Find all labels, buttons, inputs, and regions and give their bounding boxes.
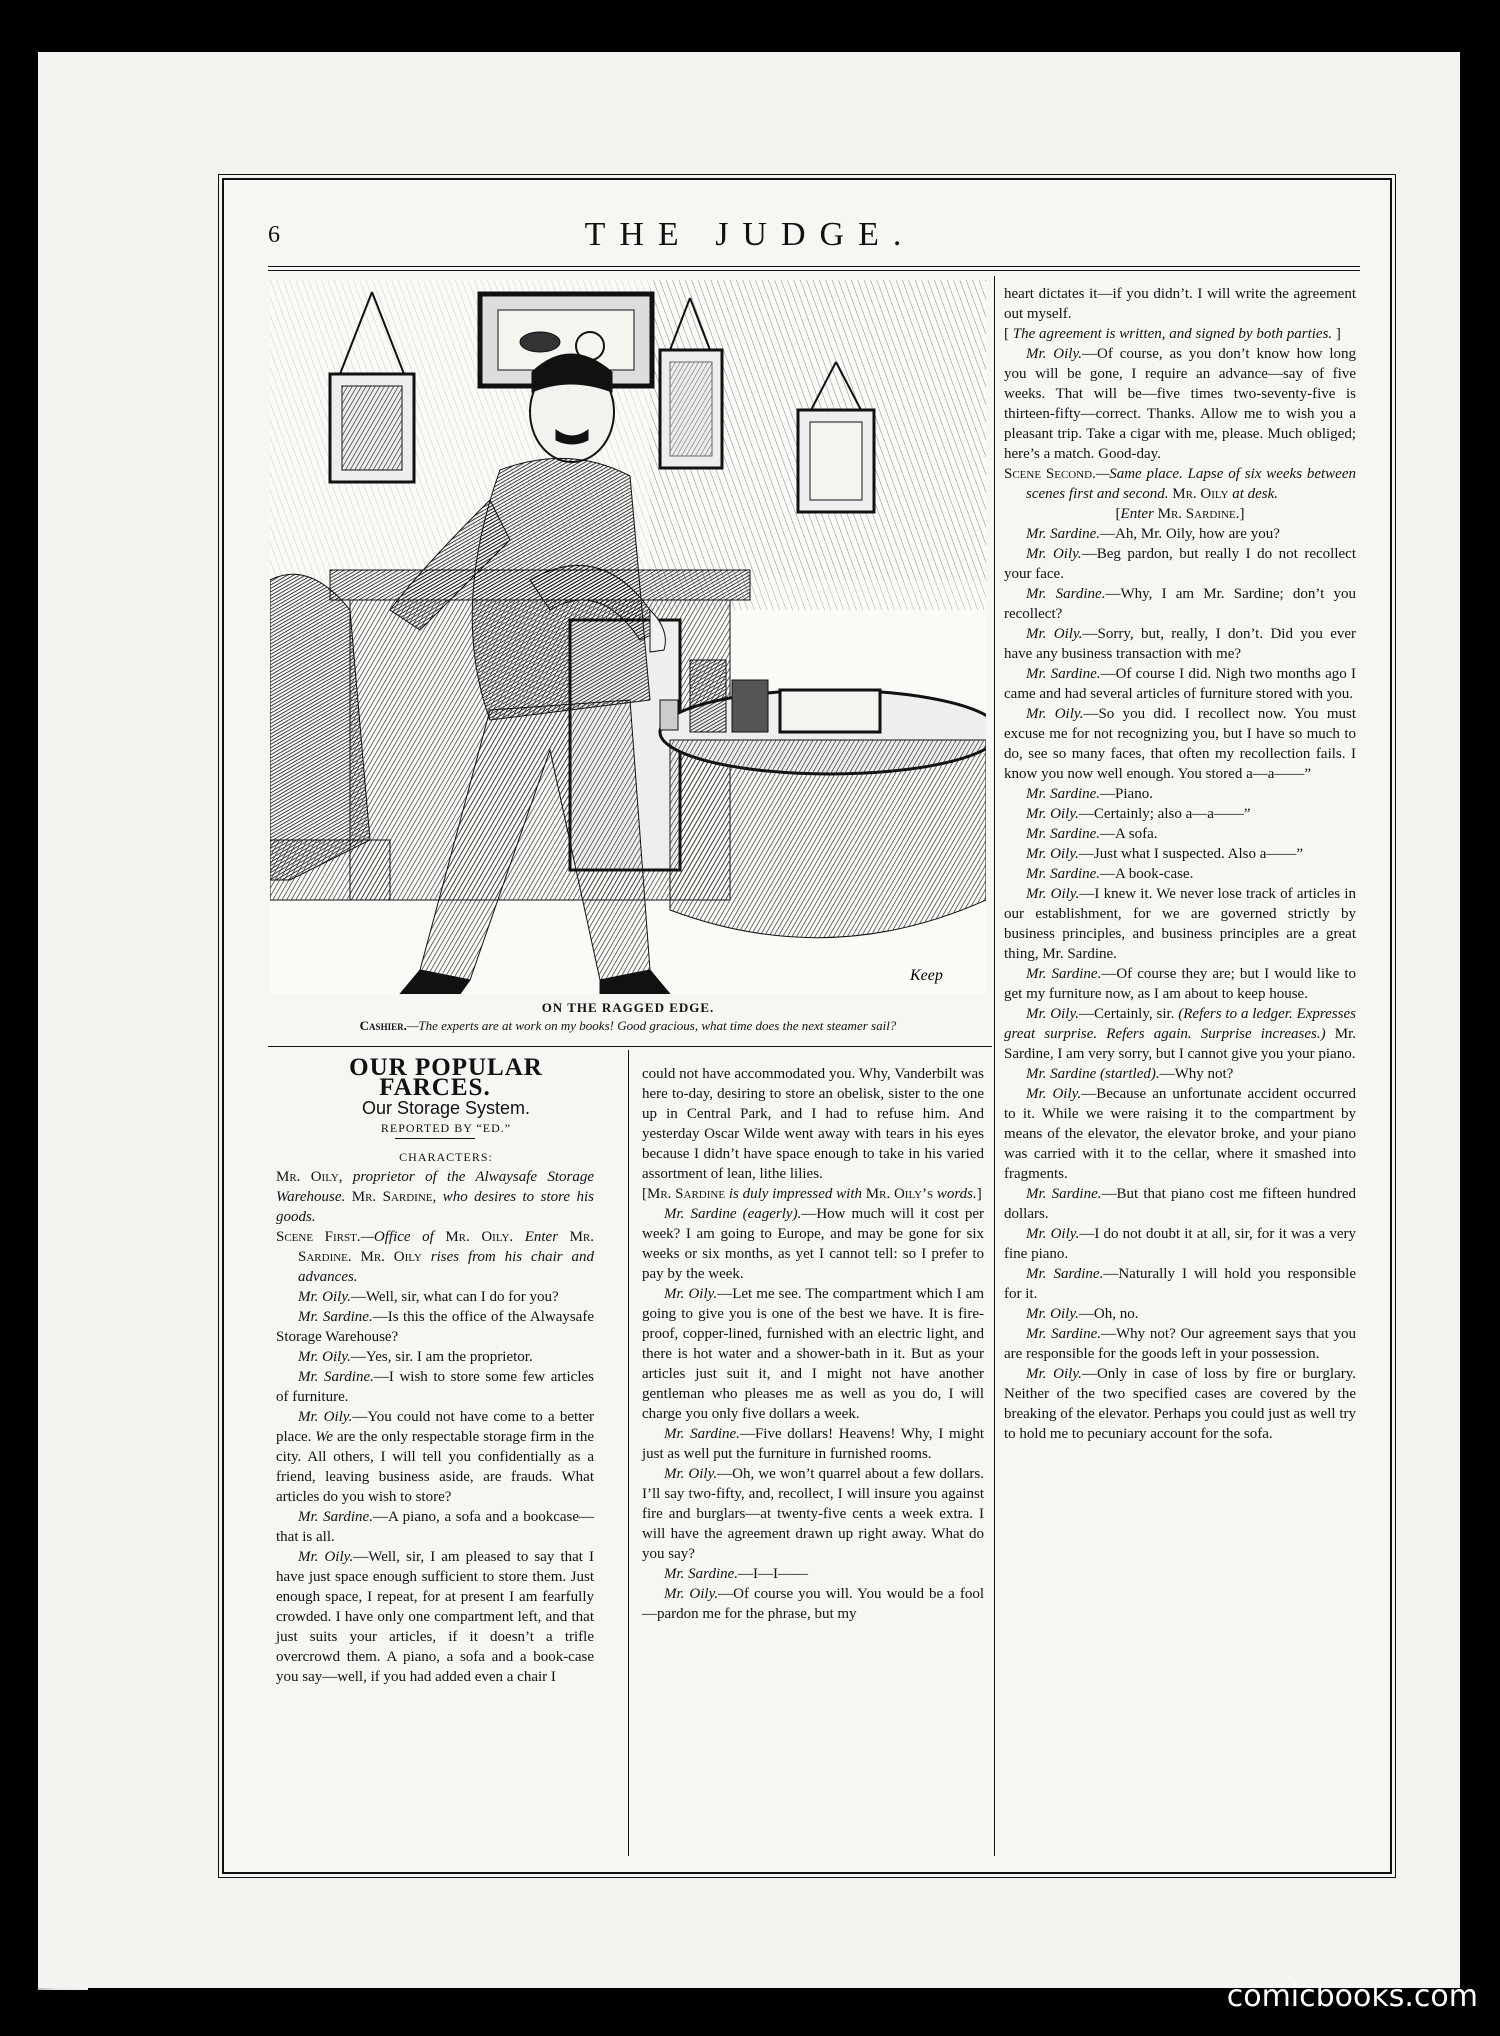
paragraph-text-run: —Is this the office of the Alwaysafe Storage Warehouse?	[276, 1309, 594, 1345]
paragraph-text-run: —Same place. Lapse of six weeks between scenes first and second.	[1026, 466, 1356, 502]
dialogue-paragraph	[1004, 1004, 1356, 1064]
article-byline: REPORTED BY “ED.”	[380, 1121, 512, 1135]
paragraph-text-run: —A sofa.	[1100, 826, 1158, 842]
dialogue-paragraph	[1004, 1184, 1356, 1224]
paragraph-text-run: Mr. Oily.	[298, 1549, 354, 1565]
paragraph-text-run: Mr. Sardine.	[1026, 666, 1101, 682]
dialogue-paragraph	[642, 1184, 984, 1204]
dialogue-paragraph	[1004, 344, 1356, 464]
paragraph-text-run: Mr. Oily.	[298, 1289, 351, 1305]
paragraph-text-run: Mr. Sardine.	[1026, 1326, 1102, 1342]
paragraph-text-run: [	[642, 1186, 647, 1202]
paragraph-text-run: Scene First.	[276, 1229, 361, 1245]
article-title: OUR POPULAR FARCES.	[349, 1054, 543, 1101]
paragraph-text-run: proprietor of the Alwaysafe Storage Warehouse.	[276, 1169, 594, 1205]
paragraph-text-run: [	[1004, 326, 1013, 342]
dialogue-paragraph	[1004, 504, 1356, 524]
paragraph-text-run: —Of course, as you don’t know how long you will be gone, I require an advance—say of five weeks. That will be—five times two-seventy-five is thirteen-fifty—correct. Thanks. Allow me to wish you a pleasant trip. Take a cigar with me, please. Much obliged; here’s a match. Good-day.	[1004, 346, 1356, 462]
masthead-title: THE JUDGE.	[584, 216, 916, 253]
dialogue-paragraph	[1004, 1304, 1356, 1324]
dialogue-paragraph	[642, 1464, 984, 1564]
paragraph-text-run: —A book-case.	[1100, 866, 1194, 882]
paragraph-text-run: Mr. Sardine. Mr. Oily	[298, 1229, 595, 1265]
column-rule-right	[994, 276, 995, 1856]
paragraph-text-run: Mr. Sardine.	[1026, 1266, 1104, 1282]
paragraph-text-run: —Five dollars! Heavens! Why, I might just as well put the furniture in furnished rooms.	[642, 1426, 984, 1462]
paragraph-text-run: could not have accommodated you. Why, Vanderbilt was here to-day, desiring to store an obelisk, sister to the one up in Central Park, and I had to refuse him. And yesterday Oscar Wilde went away with tears in his eyes because I didn’t have space enough to take in his varied assortment of lean, lithe lilies.	[642, 1066, 984, 1182]
masthead-rule-double	[268, 270, 1360, 271]
paragraph-text-run: who desires to store his goods.	[276, 1189, 595, 1225]
paragraph-text-run: —Well, sir, what can I do for you?	[350, 1289, 559, 1305]
paragraph-text-run: Mr. Sardine.	[1026, 826, 1101, 842]
dialogue-paragraph	[276, 1407, 594, 1507]
paragraph-text-run: —You could not have come to a better place.	[276, 1409, 595, 1445]
dialogue-paragraph	[642, 1424, 984, 1464]
paragraph-text-run: Mr. Sardine (eagerly).	[664, 1206, 802, 1222]
paragraph-text-run: —But that piano cost me fifteen hundred dollars.	[1004, 1186, 1356, 1222]
dialogue-paragraph	[276, 1367, 594, 1407]
paragraph-text-run: rises from his chair and advances.	[298, 1249, 594, 1285]
paragraph-text-run: is duly impressed with	[728, 1186, 866, 1202]
dialogue-paragraph	[276, 1507, 594, 1547]
paragraph-text-run: We	[315, 1429, 334, 1445]
article-subtitle: Our Storage System.	[361, 1098, 531, 1118]
dialogue-paragraph	[1004, 1064, 1356, 1084]
paragraph-text-run: Mr. Sardine, I am very sorry, but I cannot give you your piano.	[1004, 1026, 1356, 1062]
paragraph-text-run: —Why not?	[1159, 1066, 1234, 1082]
paragraph-text-run: —Well, sir, I am pleased to say that I have just space enough sufficient to store them. Just enough space, I repeat, for at present I am fearfully crowded. I have only one compartment left, and that just suits your articles, if it doesn’t a trifle overcrowd them. A piano, a sofa and a book-case you say—well, if you had added even a chair I	[276, 1549, 594, 1685]
paragraph-text-run: Mr. Oily.	[1026, 706, 1084, 722]
paragraph-text-run: —Of course you will. You would be a fool—pardon me for the phrase, but my	[642, 1586, 984, 1622]
dialogue-paragraph	[1004, 1264, 1356, 1304]
paragraph-text-run: —Why, I am Mr. Sardine; don’t you recollect?	[1004, 586, 1356, 622]
page-number: 6	[268, 222, 280, 248]
paragraph-text-run: Mr. Oily.	[1026, 806, 1079, 822]
dialogue-paragraph	[1004, 884, 1356, 964]
paragraph-text-run: —Oh, no.	[1078, 1306, 1139, 1322]
paragraph-text-run: —Certainly, sir.	[1079, 1006, 1179, 1022]
dialogue-paragraph	[1004, 524, 1356, 544]
paragraph-text-run: Mr. Oily.	[1026, 886, 1080, 902]
paragraph-text-run: Mr. Oily.	[1026, 546, 1082, 562]
dialogue-paragraph	[1004, 804, 1356, 824]
dialogue-paragraph	[1004, 464, 1356, 504]
paragraph-text-run: —Office of	[360, 1229, 446, 1245]
paragraph-text-run: Mr. Sardine.	[1026, 966, 1102, 982]
byline-rule	[395, 1138, 475, 1139]
dialogue-paragraph	[276, 1307, 594, 1347]
paragraph-text-run: —I do not doubt it at all, sir, for it was a very fine piano.	[1004, 1226, 1356, 1262]
paragraph-text-run: —Just what I suspected. Also a——”	[1078, 846, 1304, 862]
paragraph-text-run: —Why not? Our agreement says that you are responsible for the goods left in your possession.	[1004, 1326, 1356, 1362]
caption-speaker: Cashier.	[359, 1018, 407, 1033]
paragraph-text-run: Mr. Sardine.	[1026, 866, 1101, 882]
paragraph-text-run: —How much will it cost per week? I am going to Europe, and may be gone for six weeks or six months, as yet I cannot tell: so I prefer to pay by the week.	[642, 1206, 984, 1282]
paragraph-text-run: —I wish to store some few articles of furniture.	[276, 1369, 594, 1405]
paragraph-text-run: ]	[1239, 506, 1245, 522]
paragraph-text-run: —Naturally I will hold you responsible for it.	[1004, 1266, 1356, 1302]
dialogue-paragraph	[1004, 284, 1356, 324]
paragraph-text-run: at desk.	[1232, 486, 1279, 502]
paragraph-text-run: Mr. Sardine.	[298, 1369, 374, 1385]
paragraph-text-run: Mr. Oily.	[1026, 626, 1083, 642]
paragraph-text-run: Mr. Oily.	[664, 1286, 718, 1302]
paragraph-text-run: [	[1115, 506, 1121, 522]
paragraph-text-run: Mr. Sardine.	[1026, 786, 1101, 802]
dialogue-paragraph	[1004, 1364, 1356, 1444]
paragraph-text-run: Mr. Sardine.	[1157, 506, 1240, 522]
dialogue-paragraph	[1004, 844, 1356, 864]
dialogue-paragraph	[1004, 784, 1356, 804]
article-column-2	[642, 1064, 984, 1624]
dialogue-paragraph	[1004, 1324, 1356, 1364]
paragraph-text-run: —Beg pardon, but really I do not recollect your face.	[1004, 546, 1356, 582]
dialogue-paragraph	[276, 1227, 594, 1287]
caption-text: —The experts are at work on my books! Good gracious, what time does the next steamer sail?	[406, 1018, 897, 1033]
paragraph-text-run: —Oh, we won’t quarrel about a few dollars. I’ll say two-fifty, and, recollect, I will insure you against fire and burglars—at twenty-five cents a week extra. I will have the agreement drawn up right away. What do you say?	[642, 1466, 984, 1562]
paragraph-text-run: Scene Second.	[1004, 466, 1096, 482]
dialogue-paragraph	[1004, 1084, 1356, 1184]
paragraph-text-run: —Piano.	[1100, 786, 1153, 802]
dialogue-paragraph	[1004, 544, 1356, 584]
illustration-title: ON THE RAGGED EDGE.	[541, 1000, 715, 1015]
paragraph-text-run: —Sorry, but, really, I don’t. Did you ever have any business transaction with me?	[1004, 626, 1356, 662]
dialogue-paragraph	[1004, 624, 1356, 664]
paragraph-text-run: Mr. Oily’s	[865, 1186, 937, 1202]
dialogue-paragraph	[1004, 324, 1356, 344]
dialogue-paragraph	[642, 1064, 984, 1184]
paragraph-text-run: Mr. Oily	[1172, 486, 1233, 502]
paragraph-text-run: Mr. Sardine,	[351, 1189, 437, 1205]
paragraph-text-run: Mr. Oily.	[664, 1466, 718, 1482]
paragraph-text-run: —Certainly; also a—a——”	[1078, 806, 1251, 822]
dialogue-paragraph	[1004, 964, 1356, 1004]
dialogue-paragraph	[1004, 864, 1356, 884]
paragraph-text-run: Mr. Oily.	[664, 1586, 719, 1602]
illustration-bottom-rule	[268, 1046, 992, 1047]
column-1-text	[276, 1167, 594, 1687]
dialogue-paragraph	[276, 1547, 594, 1687]
paragraph-text-run: are the only respectable storage firm in the city. All others, I will tell you confidentially as a friend, leaving business aside, are frauds. What articles do you wish to store?	[276, 1429, 594, 1505]
paragraph-text-run: —I knew it. We never lose track of articles in our establishment, for we are governed strictly by business principles, and business principles are a great thing, Mr. Sardine.	[1004, 886, 1356, 962]
paragraph-text-run: Mr. Oily.	[1026, 1006, 1080, 1022]
dialogue-paragraph	[642, 1284, 984, 1424]
dialogue-paragraph	[642, 1584, 984, 1624]
masthead-rule	[268, 266, 1360, 267]
paragraph-text-run: Mr. Sardine.	[664, 1566, 739, 1582]
paragraph-text-run: Mr. Oily.	[298, 1409, 353, 1425]
paragraph-text-run: Mr. Oily.	[1026, 1086, 1082, 1102]
dialogue-paragraph	[276, 1167, 594, 1227]
side-table	[660, 660, 986, 938]
paragraph-text-run: The agreement is written, and signed by both parties.	[1012, 326, 1333, 342]
paragraph-text-run: —Ah, Mr. Oily, how are you?	[1100, 526, 1280, 542]
column-3-text	[1004, 284, 1356, 1444]
paragraph-text-run: ]	[1332, 326, 1341, 342]
paragraph-text-run: Mr. Oily.	[1026, 1366, 1082, 1382]
paragraph-text-run: Mr. Oily.	[1026, 1226, 1080, 1242]
paragraph-text-run: Mr. Oily,	[276, 1169, 343, 1185]
paragraph-text-run: heart dictates it—if you didn’t. I will write the agreement out myself.	[1004, 286, 1356, 322]
paragraph-text-run: Mr. Oily.	[1026, 346, 1083, 362]
paragraph-text-run: Mr. Sardine.	[298, 1509, 373, 1525]
dialogue-paragraph	[1004, 704, 1356, 784]
engraving-illustration	[270, 280, 986, 994]
dialogue-paragraph	[1004, 664, 1356, 704]
article-column-1	[276, 1054, 595, 1687]
paragraph-text-run: Mr. Sardine	[647, 1186, 729, 1202]
paragraph-text-run: Mr. Sardine.	[1026, 526, 1101, 542]
paragraph-text-run: —Of course I did. Nigh two months ago I came and had several articles of furniture stored with you.	[1004, 666, 1356, 702]
dialogue-paragraph	[1004, 824, 1356, 844]
paragraph-text-run: —Of course they are; but I would like to get my furniture now, as I am about to keep house.	[1004, 966, 1356, 1002]
paragraph-text-run: Mr. Oily.	[298, 1349, 351, 1365]
column-rule-middle	[628, 1050, 629, 1856]
dialogue-paragraph	[276, 1347, 594, 1367]
column-2-text	[642, 1064, 984, 1624]
paragraph-text-run: words.	[936, 1186, 977, 1202]
paragraph-text-run: Enter	[1120, 506, 1158, 522]
paragraph-text-run: Mr. Sardine.	[1026, 586, 1106, 602]
paragraph-text-run: —Only in case of loss by fire or burglary. Neither of the two specified cases are covered by the breaking of the elevator. Perhaps you could just as well try to hold me to pecuniary account for the sofa.	[1004, 1366, 1356, 1442]
paragraph-text-run: —Because an unfortunate accident occurred to it. While we were raising it to the compartment by means of the elevator, the elevator broke, and your piano was carried with it to the cellar, where it smashed into fragments.	[1004, 1086, 1357, 1182]
illustration-caption	[270, 1018, 986, 1034]
paragraph-text-run: —Let me see. The compartment which I am going to give you is one of the best we have. It is fire-proof, copper-lined, furnished with an electric light, and there is hot water and a shower-bath in it. But as your articles just suit it, and I might not have another gentleman who pleases me as well as you do, I will charge you only five dollars a week.	[642, 1286, 984, 1422]
dialogue-paragraph	[642, 1204, 984, 1284]
dialogue-paragraph	[276, 1287, 594, 1307]
paragraph-text-run: Mr. Sardine.	[1026, 1186, 1102, 1202]
artist-signature: Keep	[910, 967, 943, 984]
paragraph-text-run: Mr. Sardine.	[664, 1426, 740, 1442]
paragraph-text-run: ]	[976, 1186, 982, 1202]
article-column-3	[1004, 284, 1356, 1444]
paragraph-text-run: Mr. Oily.	[1026, 1306, 1079, 1322]
paragraph-text-run: —So you did. I recollect now. You must excuse me for not recognizing you, but I have so much to do, see so many faces, that often my recollection fails. I know you now well enough. You stored a—a——”	[1004, 706, 1356, 782]
paragraph-text-run: Enter	[524, 1229, 570, 1245]
paragraph-text-run: Mr. Oily.	[1026, 846, 1079, 862]
dialogue-paragraph	[1004, 1224, 1356, 1264]
paragraph-text-run: Mr. Sardine.	[298, 1309, 373, 1325]
dialogue-paragraph	[642, 1564, 984, 1584]
dialogue-paragraph	[1004, 584, 1356, 624]
paragraph-text-run: —A piano, a sofa and a bookcase—that is all.	[276, 1509, 595, 1545]
paragraph-text-run: (Refers to a ledger. Expresses great surprise. Refers again. Surprise increases.)	[1004, 1006, 1356, 1042]
paragraph-text-run: —Yes, sir. I am the proprietor.	[350, 1349, 533, 1365]
paragraph-text-run: Mr. Sardine (startled).	[1026, 1066, 1160, 1082]
site-watermark: comicbooks.com	[1226, 1979, 1478, 2014]
paragraph-text-run: —I—I——	[738, 1566, 809, 1582]
characters-heading: CHARACTERS:	[399, 1150, 493, 1164]
paragraph-text-run: Mr. Oily.	[445, 1229, 525, 1245]
